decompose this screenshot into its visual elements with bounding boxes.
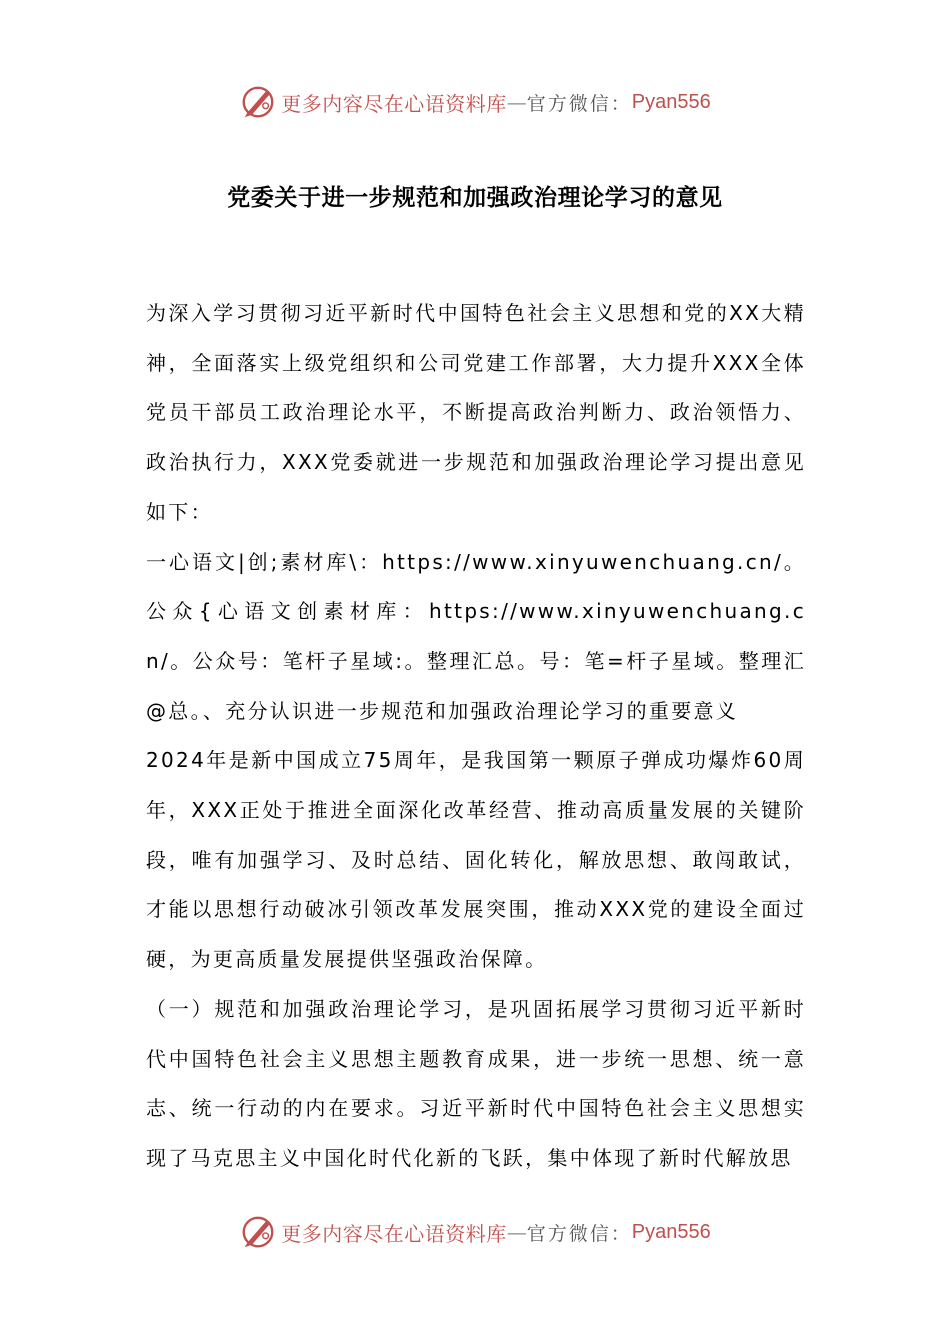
banner-official-label: 官方微信： xyxy=(526,92,632,115)
document-body xyxy=(146,289,806,1184)
header-banner xyxy=(0,80,950,124)
paragraph-source-notice: 一心语文|创;素材库\：https://www.xinyuwenchuang.cn/。公众{心语文创素材库：https://www.xinyuwenchuang.cn/。公众号：笔杆子星域:。整理汇总。号：笔=杆子星域。整理汇@总。、充分认识进一步规范和加强政治理论学习的重要意义 xyxy=(146,549,806,723)
paragraph-significance: 2024年是新中国成立75周年，是我国第一颗原子弹成功爆炸60周年，XXX正处于推进全面深化改革经营、推动高质量发展的关键阶段，唯有加强学习、及时总结、固化转化，解放思想、敢闯敢试，才能以思想行动破冰引领改革发展突围，推动XXX党的建设全面过硬，为更高质量发展提供坚强政治保障。 xyxy=(146,748,806,972)
banner-wechat-id: Pyan556 xyxy=(631,90,711,113)
banner-dash: — xyxy=(506,90,527,114)
pen-logo-icon xyxy=(239,1213,277,1251)
footer-banner xyxy=(0,1210,950,1254)
banner-official-label: 官方微信： xyxy=(526,1222,632,1245)
banner-slogan: 更多内容尽在心语资料库 xyxy=(281,1221,507,1246)
paragraph-intro: 为深入学习贯彻习近平新时代中国特色社会主义思想和党的XX大精神，全面落实上级党组织和公司党建工作部署，大力提升XXX全体党员干部员工政治理论水平，不断提高政治判断力、政治领悟力、政治执行力，XXX党委就进一步规范和加强政治理论学习提出意见如下： xyxy=(146,301,806,524)
pen-logo-icon xyxy=(239,83,277,121)
document-title: 党委关于进一步规范和加强政治理论学习的意见 xyxy=(227,185,723,211)
banner-dash: — xyxy=(506,1220,527,1244)
banner-slogan: 更多内容尽在心语资料库 xyxy=(281,91,507,116)
banner-wechat-id: Pyan556 xyxy=(631,1220,711,1243)
paragraph-section-one: （一）规范和加强政治理论学习，是巩固拓展学习贯彻习近平新时代中国特色社会主义思想主题教育成果，进一步统一思想、统一意志、统一行动的内在要求。习近平新时代中国特色社会主义思想实现了马克思主义中国化时代化新的飞跃，集中体现了新时代解放思 xyxy=(146,996,806,1170)
